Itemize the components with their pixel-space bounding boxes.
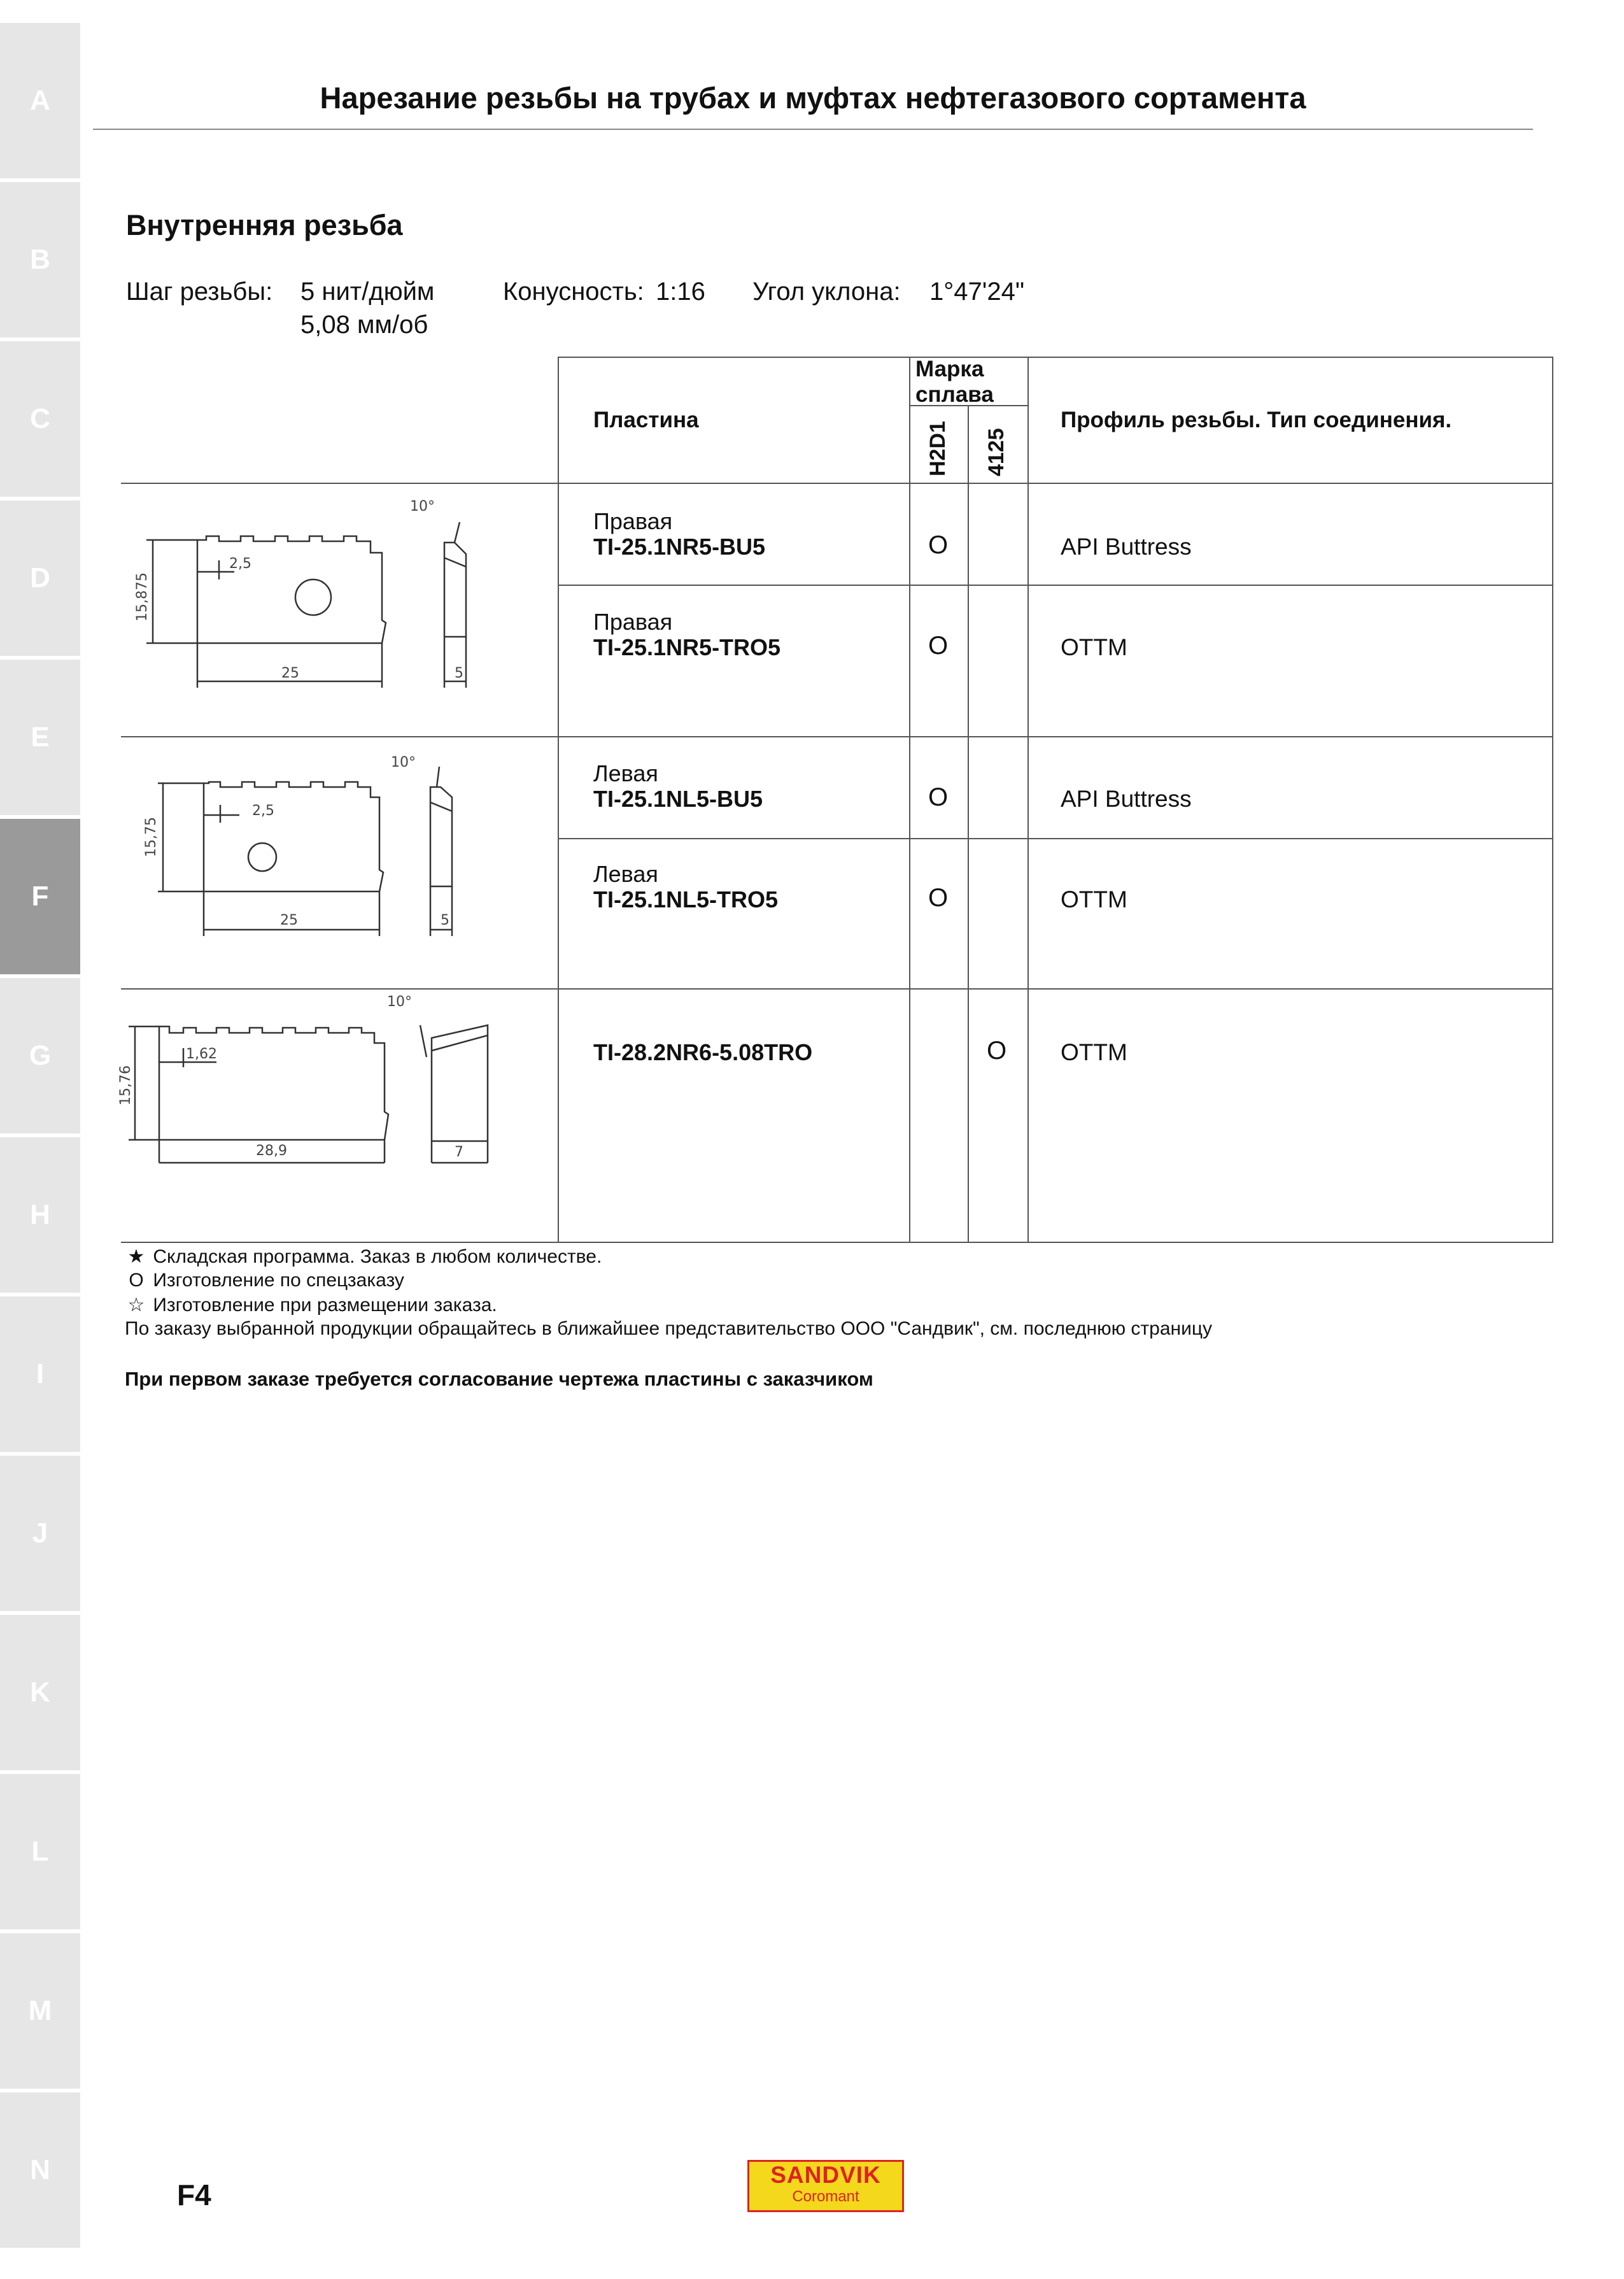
legend-text: Изготовление по спецзаказу	[153, 1270, 404, 1291]
header-grade-4125: 4125	[984, 428, 1008, 476]
group-divider	[121, 736, 1553, 737]
row-code: TI-25.1NR5-BU5	[593, 534, 766, 560]
pitch-mm: 5,08 мм/об	[300, 311, 428, 339]
length-dimension: 28,9	[256, 1143, 287, 1159]
pitch-dimension: 2,5	[229, 556, 251, 572]
approval-note: При первом заказе требуется согласование чертежа пластины с заказчиком	[125, 1368, 873, 1390]
height-dimension: 15,76	[118, 1065, 134, 1105]
table-bottom-line	[121, 1242, 1553, 1243]
tab-c[interactable]: C	[0, 341, 80, 497]
width-dimension: 5	[441, 912, 449, 928]
logo-subbrand: Coromant	[792, 2188, 859, 2205]
height-dimension: 15,875	[134, 572, 150, 621]
table-top-line	[558, 357, 1553, 358]
legend-text: По заказу выбранной продукции обращайтесь в ближайшее представительство ООО "Сандвик", см. последнюю страницу	[125, 1318, 1213, 1339]
section-title: Внутренняя резьба	[126, 209, 403, 241]
row-profile: API Buttress	[1061, 534, 1192, 560]
angle-dimension: 10°	[410, 499, 435, 515]
angle-dimension: 10°	[387, 994, 412, 1010]
row-profile: OTTM	[1061, 886, 1127, 912]
angle-dimension: 10°	[391, 755, 416, 770]
pitch-dimension: 2,5	[252, 803, 274, 819]
row-code: TI-28.2NR6-5.08TRO	[593, 1039, 813, 1065]
legend-text: Изготовление при размещении заказа.	[153, 1295, 497, 1316]
circle-icon: O	[129, 1270, 144, 1291]
width-dimension: 5	[455, 665, 463, 681]
tab-h[interactable]: H	[0, 1137, 80, 1293]
tab-l[interactable]: L	[0, 1774, 80, 1929]
col-line	[909, 357, 910, 1243]
tab-a[interactable]: A	[0, 23, 80, 178]
pitch-dimension: 1,62	[186, 1046, 217, 1062]
legend-contact	[125, 1318, 1212, 1340]
mark-h2d1: O	[928, 884, 949, 912]
col-line	[1027, 357, 1029, 1243]
tab-j[interactable]: J	[0, 1456, 80, 1611]
angle-value: 1°47'24"	[929, 278, 1025, 306]
mark-4125: O	[987, 1037, 1007, 1065]
row-profile: API Buttress	[1061, 786, 1192, 812]
insert-drawing-large	[115, 987, 509, 1242]
row-divider	[558, 838, 1553, 839]
sandvik-logo	[747, 2160, 904, 2212]
insert-drawing-right	[121, 497, 490, 713]
length-dimension: 25	[280, 912, 298, 928]
row-code: TI-25.1NL5-BU5	[593, 786, 763, 812]
insert-drawing-left	[121, 751, 490, 968]
outline-star-icon: ☆	[127, 1295, 145, 1316]
pitch-tpi: 5 нит/дюйм	[300, 278, 435, 306]
tab-i[interactable]: I	[0, 1296, 80, 1452]
page-title: Нарезание резьбы на трубах и муфтах нефтегазового сортамента	[320, 81, 1306, 115]
header-profile: Профиль резьбы. Тип соединения.	[1061, 408, 1452, 432]
col-line	[558, 357, 559, 1243]
row-side: Правая	[593, 508, 673, 534]
row-profile: OTTM	[1061, 1039, 1127, 1065]
logo-brand: SANDVIK	[770, 2162, 881, 2188]
tab-b[interactable]: B	[0, 182, 80, 337]
mark-h2d1: O	[928, 632, 949, 660]
filled-star-icon: ★	[127, 1246, 145, 1267]
taper-value: 1:16	[656, 278, 705, 306]
tab-m[interactable]: M	[0, 1933, 80, 2089]
mark-h2d1: O	[928, 531, 949, 559]
angle-label: Угол уклона:	[752, 278, 901, 306]
legend-on-order	[125, 1294, 497, 1316]
legend-text: Складская программа. Заказ в любом количестве.	[153, 1246, 602, 1267]
tab-f[interactable]: F	[0, 819, 80, 974]
taper-label: Конусность:	[503, 278, 644, 306]
col-line	[1552, 357, 1553, 1243]
row-side: Левая	[593, 861, 658, 887]
row-code: TI-25.1NR5-TRO5	[593, 634, 781, 660]
page-header	[93, 76, 1533, 130]
row-profile: OTTM	[1061, 634, 1127, 660]
header-bottom-line	[121, 483, 1553, 484]
pitch-label: Шаг резьбы:	[126, 278, 273, 306]
row-divider	[558, 585, 1553, 586]
width-dimension: 7	[455, 1144, 463, 1160]
header-grade-line1: Марка	[915, 357, 984, 381]
length-dimension: 25	[281, 665, 299, 681]
tab-k[interactable]: K	[0, 1615, 80, 1770]
tab-n[interactable]: N	[0, 2092, 80, 2248]
legend-stock	[125, 1246, 602, 1268]
header-grade-line2: сплава	[915, 382, 994, 407]
legend-special-order	[125, 1270, 404, 1291]
tab-e[interactable]: E	[0, 660, 80, 815]
tab-g[interactable]: G	[0, 978, 80, 1133]
mark-h2d1: O	[928, 783, 949, 811]
header-insert: Пластина	[593, 408, 699, 432]
section-tabs	[0, 0, 80, 2279]
row-side: Левая	[593, 760, 658, 786]
header-grade-h2d1: H2D1	[926, 421, 950, 476]
row-code: TI-25.1NL5-TRO5	[593, 886, 779, 912]
page-number: F4	[177, 2178, 211, 2212]
col-line	[968, 405, 969, 1243]
tab-d[interactable]: D	[0, 501, 80, 656]
row-side: Правая	[593, 609, 673, 635]
height-dimension: 15,75	[143, 817, 159, 857]
